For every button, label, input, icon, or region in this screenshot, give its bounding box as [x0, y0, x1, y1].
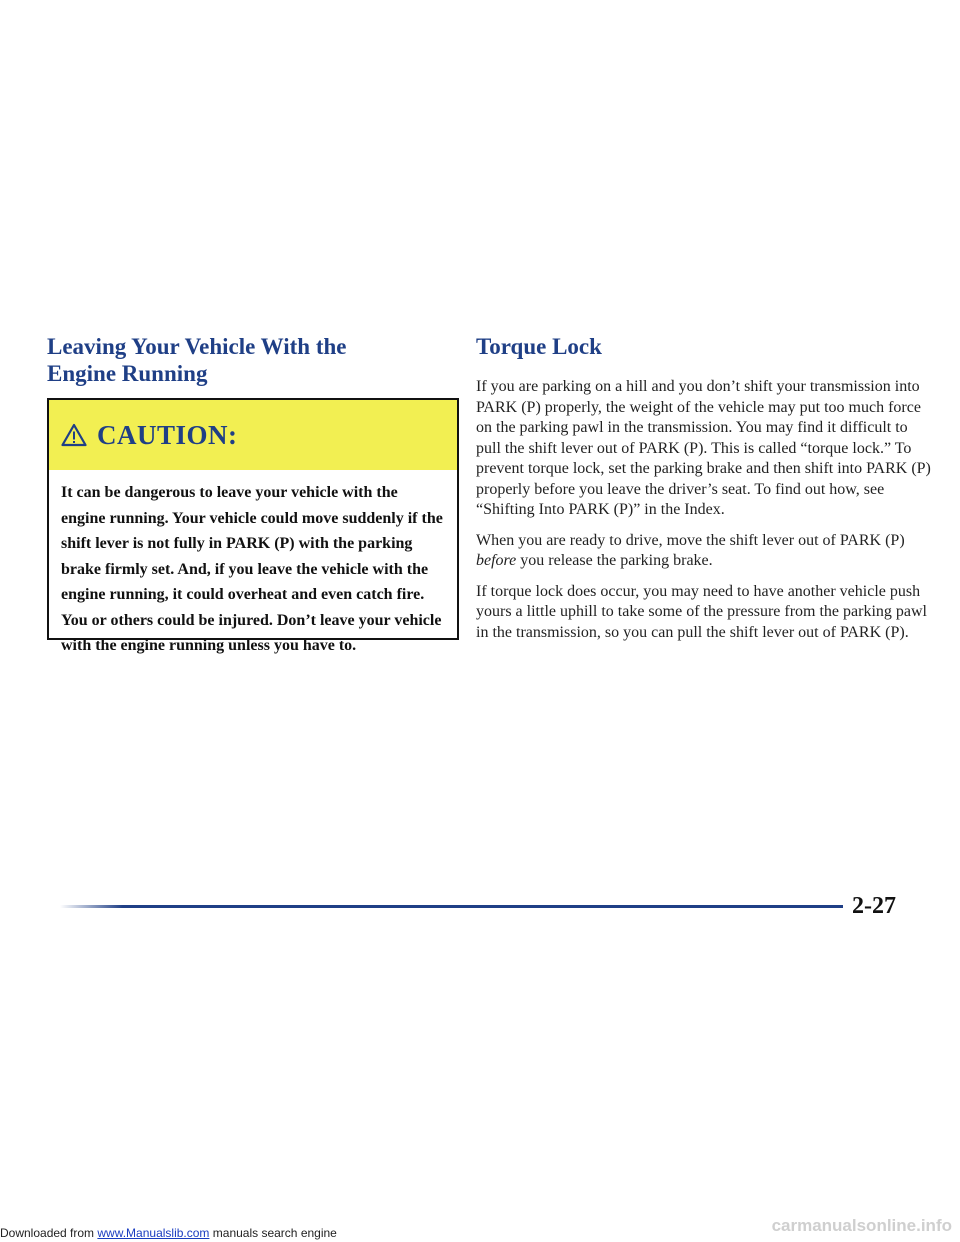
- title-line-2: Engine Running: [47, 361, 208, 386]
- footer-prefix: Downloaded from: [0, 1226, 98, 1240]
- download-footer: [0, 1226, 337, 1240]
- section-title-engine-running: [47, 333, 459, 387]
- caution-box: [47, 398, 459, 654]
- section-title-torque-lock: Torque Lock: [476, 334, 602, 359]
- caution-header: [49, 400, 457, 470]
- right-column: [476, 333, 931, 653]
- paragraph-ready-to-drive: [476, 531, 931, 572]
- manualslib-link[interactable]: www.Manualslib.com: [97, 1226, 210, 1240]
- page-number: 2-27: [852, 893, 896, 919]
- watermark: carmanualsonline.info: [771, 1216, 952, 1235]
- footer-suffix: manuals search engine: [209, 1226, 337, 1240]
- paragraph-torque-lock-occurs: If torque lock does occur, you may need to have another vehicle push yours a little uphill to take some of the pressure from the parking pawl in the transmission, so you can pull the shift lever out of PARK (P).: [476, 582, 927, 641]
- footer-rule: [60, 905, 843, 908]
- title-line-1: Leaving Your Vehicle With the: [47, 334, 347, 359]
- para2-emphasis: before: [476, 552, 517, 569]
- caution-label: CAUTION:: [97, 419, 238, 450]
- left-column: [47, 333, 459, 387]
- warning-triangle-icon: [61, 423, 87, 447]
- caution-text: It can be dangerous to leave your vehicle with the engine running. Your vehicle could move suddenly if the shift lever is not fully in PARK (P) with the parking brake firmly set. And, if you leave the vehicle with the engine running, it could overheat and even catch fire. You or others could be injured. Don’t leave your vehicle with the engine running unless you have to.: [61, 484, 443, 654]
- para2-text-before: When you are ready to drive, move the shift lever out of PARK (P): [476, 531, 905, 549]
- para2-text-after: you release the parking brake.: [516, 552, 713, 569]
- paragraph-torque-lock-intro: If you are parking on a hill and you don’t shift your transmission into PARK (P) properly, the weight of the vehicle may put too much force on the parking pawl in the transmission. You may find it difficult to pull the shift lever out of PARK (P). This is called “torque lock.” To prevent torque lock, set the parking brake and then shift into PARK (P) properly before you leave the driver’s seat. To find out how, see “Shifting Into PARK (P)” in the Index.: [476, 378, 931, 518]
